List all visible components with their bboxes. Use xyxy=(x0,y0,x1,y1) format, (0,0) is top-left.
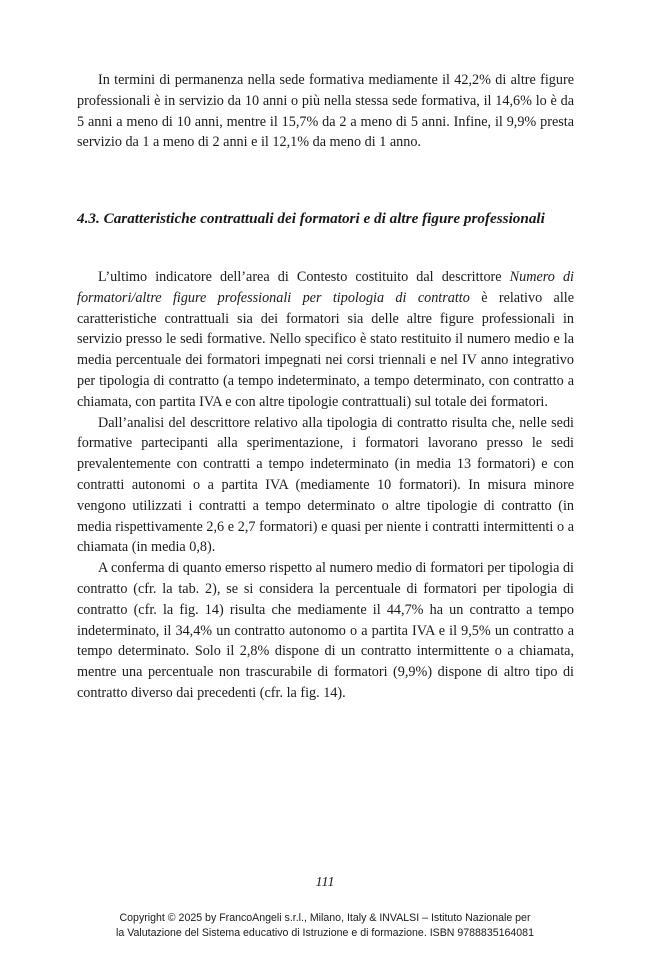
paragraph-1-rest: è relativo alle caratteristiche contrattuali sia dei formatori sia delle altre figure professionali in servizio presso le sedi formative. Nello specifico è stato restituito il numero medio e la media percentuale dei formatori impegnati nei corsi triennali e nel IV anno integrativo per tipologia di contratto (a tempo indeterminato, a tempo determinato, con contratto a chiamata, con partita IVA e con altre tipologie contrattuali) sul totale dei formatori. xyxy=(77,289,574,410)
body-paragraph-1 xyxy=(77,267,574,413)
paragraph-1-lead: L’ultimo indicatore dell’area di Contesto costituito dal descrittore xyxy=(98,269,510,285)
copyright-notice xyxy=(60,911,590,940)
body-paragraph-3: A conferma di quanto emerso rispetto al numero medio di formatori per tipologia di contratto (cfr. la tab. 2), se si considera la percentuale di formatori per tipologia di contratto (cfr. la fig. 14) risulta che mediamente il 44,7% ha un contratto a tempo indeterminato, il 34,4% un contratto autonomo o a partita IVA e il 9,5% un contratto a tempo determinato. Solo il 2,8% dispone di un contratto intermittente o a chiamata, mentre una percentuale non trascurabile di formatori (9,9%) dispone di altro tipo di contratto diverso dai precedenti (cfr. la fig. 14). xyxy=(77,560,574,701)
descriptor-name: Numero di formatori/altre figure professionali per tipologia di contratto xyxy=(77,269,574,306)
page-number: 111 xyxy=(315,875,335,890)
copyright-line-2: la Valutazione del Sistema educativo di Istruzione e di formazione. ISBN 9788835164081 xyxy=(116,926,534,939)
copyright-line-1: Copyright © 2025 by FrancoAngeli s.r.l., Milano, Italy & INVALSI – Istituto Nazionale per xyxy=(119,912,531,924)
intro-block xyxy=(77,70,574,153)
body-paragraph-2: Dall’analisi del descrittore relativo alla tipologia di contratto risulta che, nelle sedi formative partecipanti alla sperimentazione, i formatori lavorano presso le sedi prevalentemente con contratti a tempo indeterminato (in media 13 formatori) e con contratti autonomi o a partita IVA (mediamente 10 formatori). In misura minore vengono utilizzati i contratti a tempo determinato o altre tipologie di contratto (in media rispettivamente 2,6 e 2,7 formatori) e quasi per niente i contratti intermittenti o a chiamata (in media 0,8). xyxy=(77,414,574,556)
section-body xyxy=(77,267,574,704)
section-heading: 4.3. Caratteristiche contrattuali dei formatori e di altre figure professionali xyxy=(77,210,545,227)
intro-paragraph: In termini di permanenza nella sede formativa mediamente il 42,2% di altre figure professionali è in servizio da 10 anni o più nella stessa sede formativa, il 14,6% lo è da 5 anni a meno di 10 anni, mentre il 15,7% da 2 a meno di 5 anni. Infine, il 9,9% presta servizio da 1 a meno di 2 anni e il 12,1% da meno di 1 anno. xyxy=(77,72,574,151)
